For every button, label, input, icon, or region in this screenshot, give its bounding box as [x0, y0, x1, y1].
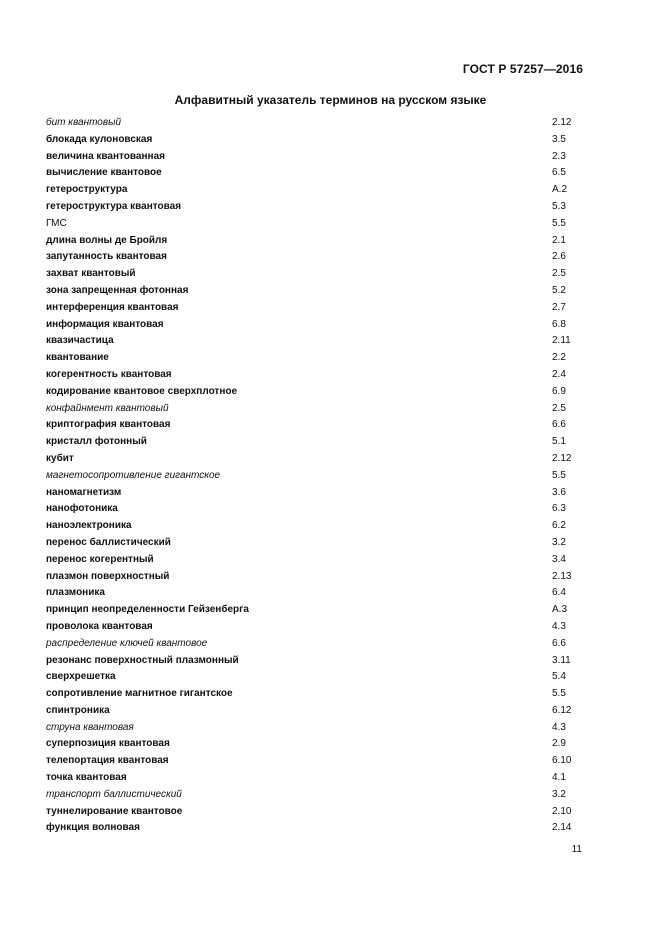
index-entry — [46, 787, 579, 804]
index-reference: 2.1 — [552, 234, 566, 246]
index-reference: А.2 — [552, 184, 568, 196]
index-entry — [46, 401, 579, 418]
index-entry — [46, 703, 579, 720]
index-term: бит квантовый — [46, 117, 121, 128]
index-entry — [46, 820, 579, 837]
index-entry — [46, 249, 579, 266]
index-term: спинтроника — [46, 704, 110, 716]
index-term: сопротивление магнитное гигантское — [46, 688, 233, 700]
index-reference: 5.5 — [552, 217, 566, 229]
index-entry — [46, 216, 579, 233]
index-term: перенос когерентный — [46, 553, 154, 565]
index-reference: 5.4 — [552, 671, 566, 683]
index-reference: 5.3 — [552, 200, 566, 212]
index-reference: 6.4 — [552, 587, 566, 599]
index-entry — [46, 518, 579, 535]
index-term: сверхрешетка — [46, 671, 116, 683]
index-term: суперпозиция квантовая — [46, 738, 170, 750]
index-reference: 2.12 — [552, 117, 572, 128]
index-reference: 5.1 — [552, 436, 566, 448]
index-term: величина квантованная — [46, 150, 165, 162]
index-term: магнетосопротивление гигантское — [46, 469, 221, 481]
index-reference: 4.1 — [552, 772, 566, 784]
index-reference: 3.2 — [552, 788, 566, 800]
index-term: нанофотоника — [46, 503, 118, 515]
index-entry — [46, 367, 579, 384]
index-entry — [46, 753, 579, 770]
index-reference: 2.2 — [552, 352, 566, 364]
index-reference: 2.12 — [552, 452, 572, 464]
index-term: гетероструктура квантовая — [46, 200, 182, 212]
index-entry — [46, 602, 579, 619]
page-number: 11 — [571, 844, 582, 855]
index-entry — [46, 165, 579, 182]
index-term: конфайнмент квантовый — [46, 402, 169, 414]
index-entry — [46, 182, 579, 199]
index-entry — [46, 115, 579, 132]
index-reference: 3.5 — [552, 133, 566, 145]
index-term: ГМС — [46, 217, 67, 229]
index-reference: 3.2 — [552, 536, 566, 548]
index-term: телепортация квантовая — [46, 755, 169, 767]
index-reference: 5.5 — [552, 469, 566, 481]
index-entry — [46, 501, 579, 518]
index-entry — [46, 770, 579, 787]
index-entry — [46, 283, 579, 300]
index-entry — [46, 266, 579, 283]
index-reference: 3.6 — [552, 486, 566, 498]
index-entry — [46, 384, 579, 401]
index-reference: 6.12 — [552, 704, 572, 716]
index-entry — [46, 132, 579, 149]
index-reference: 2.13 — [552, 570, 572, 582]
index-reference: 5.5 — [552, 688, 566, 700]
index-entry — [46, 485, 579, 502]
index-term: квазичастица — [46, 335, 114, 347]
index-term: функция волновая — [46, 822, 140, 834]
index-reference: 6.9 — [552, 385, 566, 397]
index-entry — [46, 619, 579, 636]
index-term: блокада кулоновская — [46, 133, 153, 145]
index-term: когерентность квантовая — [46, 368, 172, 380]
index-entry — [46, 535, 579, 552]
index-term: точка квантовая — [46, 772, 127, 784]
index-reference: 4.3 — [552, 620, 566, 632]
index-reference: 6.8 — [552, 318, 566, 330]
index-term: кубит — [46, 452, 74, 464]
index-term: плазмон поверхностный — [46, 570, 170, 582]
index-entry — [46, 720, 579, 737]
index-term: квантование — [46, 352, 109, 364]
index-entry — [46, 451, 579, 468]
index-entry — [46, 333, 579, 350]
index-reference: 2.3 — [552, 150, 566, 162]
index-reference: 2.14 — [552, 822, 572, 834]
index-term: проволока квантовая — [46, 620, 153, 632]
index-reference: 6.6 — [552, 637, 566, 649]
index-reference: 4.3 — [552, 721, 566, 733]
index-entry — [46, 199, 579, 216]
index-entry — [46, 417, 579, 434]
index-term: криптография квантовая — [46, 419, 171, 431]
index-entry — [46, 434, 579, 451]
standard-code: ГОСТ Р 57257—2016 — [462, 62, 583, 76]
index-entry — [46, 569, 579, 586]
index-term: плазмоника — [46, 587, 105, 599]
index-term: вычисление квантовое — [46, 167, 162, 179]
index-term: перенос баллистический — [46, 536, 171, 548]
index-entry — [46, 669, 579, 686]
index-reference: 2.6 — [552, 251, 566, 263]
index-reference: 2.9 — [552, 738, 566, 750]
index-term: наноэлектроника — [46, 520, 132, 532]
index-term: гетероструктура — [46, 184, 128, 196]
index-title: Алфавитный указатель терминов на русском языке — [174, 93, 487, 107]
index-term: распределение ключей квантовое — [46, 637, 208, 649]
index-entry — [46, 300, 579, 317]
index-entry — [46, 636, 579, 653]
index-reference: 2.5 — [552, 268, 566, 280]
index-reference: 2.5 — [552, 402, 566, 414]
index-reference: 2.11 — [552, 335, 571, 347]
term-index-list — [46, 115, 579, 837]
index-term: струна квантовая — [46, 721, 134, 733]
index-reference: 6.6 — [552, 419, 566, 431]
index-reference: 6.5 — [552, 167, 566, 179]
index-term: интерференция квантовая — [46, 301, 179, 313]
index-reference: А.3 — [552, 604, 568, 616]
index-reference: 3.4 — [552, 553, 566, 565]
index-term: кристалл фотонный — [46, 436, 147, 448]
index-reference: 6.10 — [552, 755, 572, 767]
index-entry — [46, 653, 579, 670]
index-entry — [46, 686, 579, 703]
index-entry — [46, 804, 579, 821]
index-term: захват квантовый — [46, 268, 136, 280]
index-reference: 2.4 — [552, 368, 566, 380]
index-reference: 2.7 — [552, 301, 566, 313]
index-reference: 6.2 — [552, 520, 566, 532]
index-entry — [46, 350, 579, 367]
index-entry — [46, 317, 579, 334]
index-term: информация квантовая — [46, 318, 164, 330]
index-entry — [46, 233, 579, 250]
index-term: принцип неопределенности Гейзенберга — [46, 604, 249, 616]
index-term: резонанс поверхностный плазмонный — [46, 654, 239, 666]
index-entry — [46, 736, 579, 753]
index-reference: 5.2 — [552, 284, 566, 296]
index-entry — [46, 468, 579, 485]
index-entry — [46, 149, 579, 166]
index-term: туннелирование квантовое — [46, 805, 183, 817]
index-entry — [46, 585, 579, 602]
index-term: транспорт баллистический — [46, 788, 182, 800]
index-entry — [46, 552, 579, 569]
index-term: запутанность квантовая — [46, 251, 167, 263]
index-reference: 3.11 — [552, 654, 571, 666]
index-term: наномагнетизм — [46, 486, 122, 498]
index-term: кодирование квантовое сверхплотное — [46, 385, 238, 397]
index-reference: 6.3 — [552, 503, 566, 515]
index-term: длина волны де Бройля — [46, 234, 168, 246]
index-reference: 2.10 — [552, 805, 572, 817]
index-term: зона запрещенная фотонная — [46, 284, 189, 296]
